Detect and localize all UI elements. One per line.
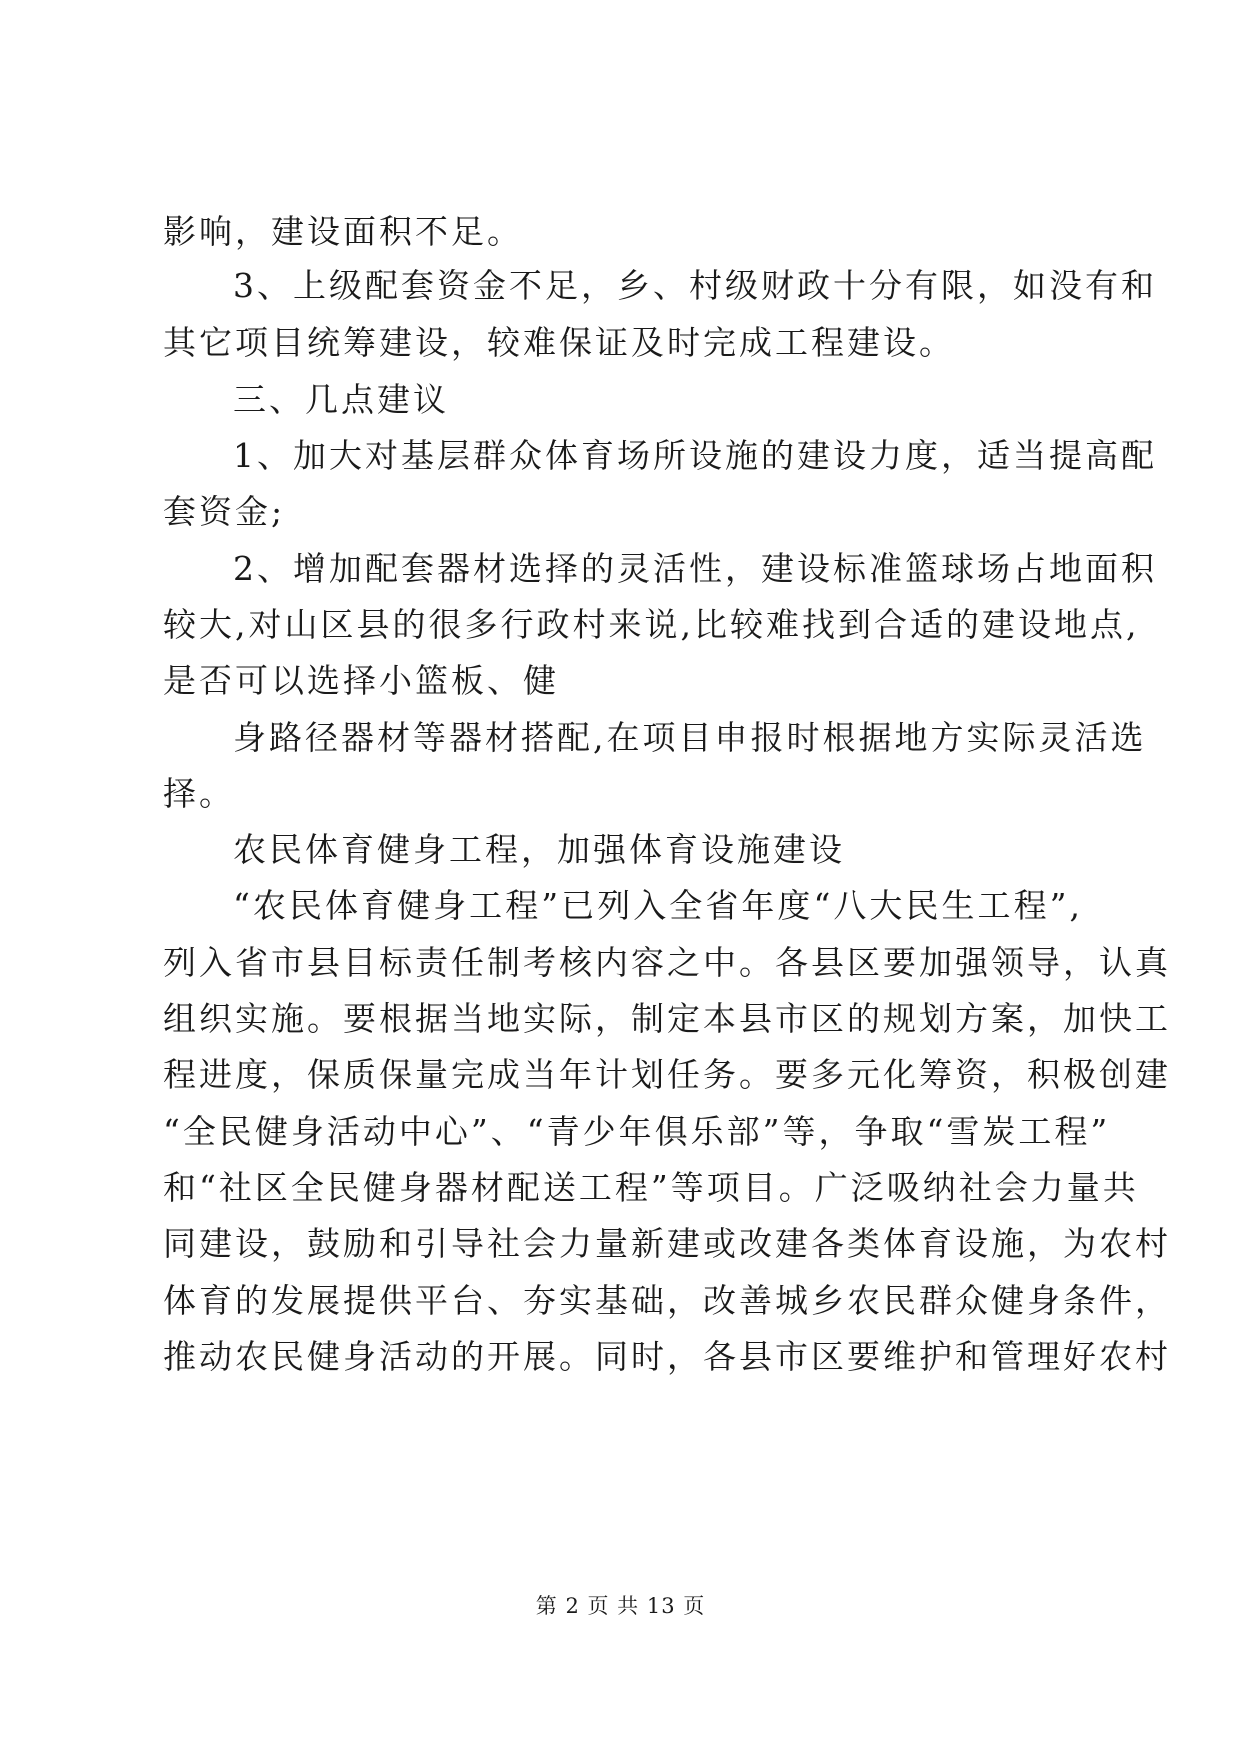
text-line-1: 影响，建设面积不足。: [163, 212, 523, 251]
text-line-14: 列入省市县目标责任制考核内容之中。各县区要加强领导，认真: [163, 943, 1171, 982]
text-line-10: 身路径器材等器材搭配,在项目申报时根据地方实际灵活选: [233, 718, 1147, 757]
text-line-13: “农民体育健身工程”已列入全省年度“八大民生工程”,: [233, 886, 1083, 925]
text-line-21: 推动农民健身活动的开展。同时，各县市区要维护和管理好农村: [163, 1337, 1171, 1376]
page-number-footer: 第 2 页 共 13 页: [535, 1594, 706, 1618]
text-line-3: 其它项目统筹建设，较难保证及时完成工程建设。: [163, 323, 955, 362]
text-line-9: 是否可以选择小篮板、健: [163, 661, 559, 700]
text-line-15: 组织实施。要根据当地实际，制定本县市区的规划方案，加快工: [163, 999, 1171, 1038]
text-line-18: 和“社区全民健身器材配送工程”等项目。广泛吸纳社会力量共: [163, 1168, 1139, 1207]
section-heading: 三、几点建议: [233, 380, 449, 419]
text-line-16: 程进度，保质保量完成当年计划任务。要多元化筹资，积极创建: [163, 1055, 1171, 1094]
text-line-5: 1、加大对基层群众体育场所设施的建设力度，适当提高配: [233, 436, 1157, 475]
text-line-20: 体育的发展提供平台、夯实基础，改善城乡农民群众健身条件，: [163, 1281, 1171, 1320]
text-line-6: 套资金;: [163, 492, 286, 531]
text-line-17: “全民健身活动中心”、“青少年俱乐部”等，争取“雪炭工程”: [163, 1112, 1111, 1151]
text-line-19: 同建设，鼓励和引导社会力量新建或改建各类体育设施，为农村: [163, 1224, 1171, 1263]
text-line-7: 2、增加配套器材选择的灵活性，建设标准篮球场占地面积: [233, 549, 1157, 588]
subheading: 农民体育健身工程，加强体育设施建设: [233, 830, 845, 869]
text-line-8: 较大,对山区县的很多行政村来说,比较难找到合适的建设地点,: [163, 605, 1140, 644]
text-line-2: 3、上级配套资金不足，乡、村级财政十分有限，如没有和: [233, 266, 1157, 305]
text-line-11: 择。: [163, 774, 235, 813]
